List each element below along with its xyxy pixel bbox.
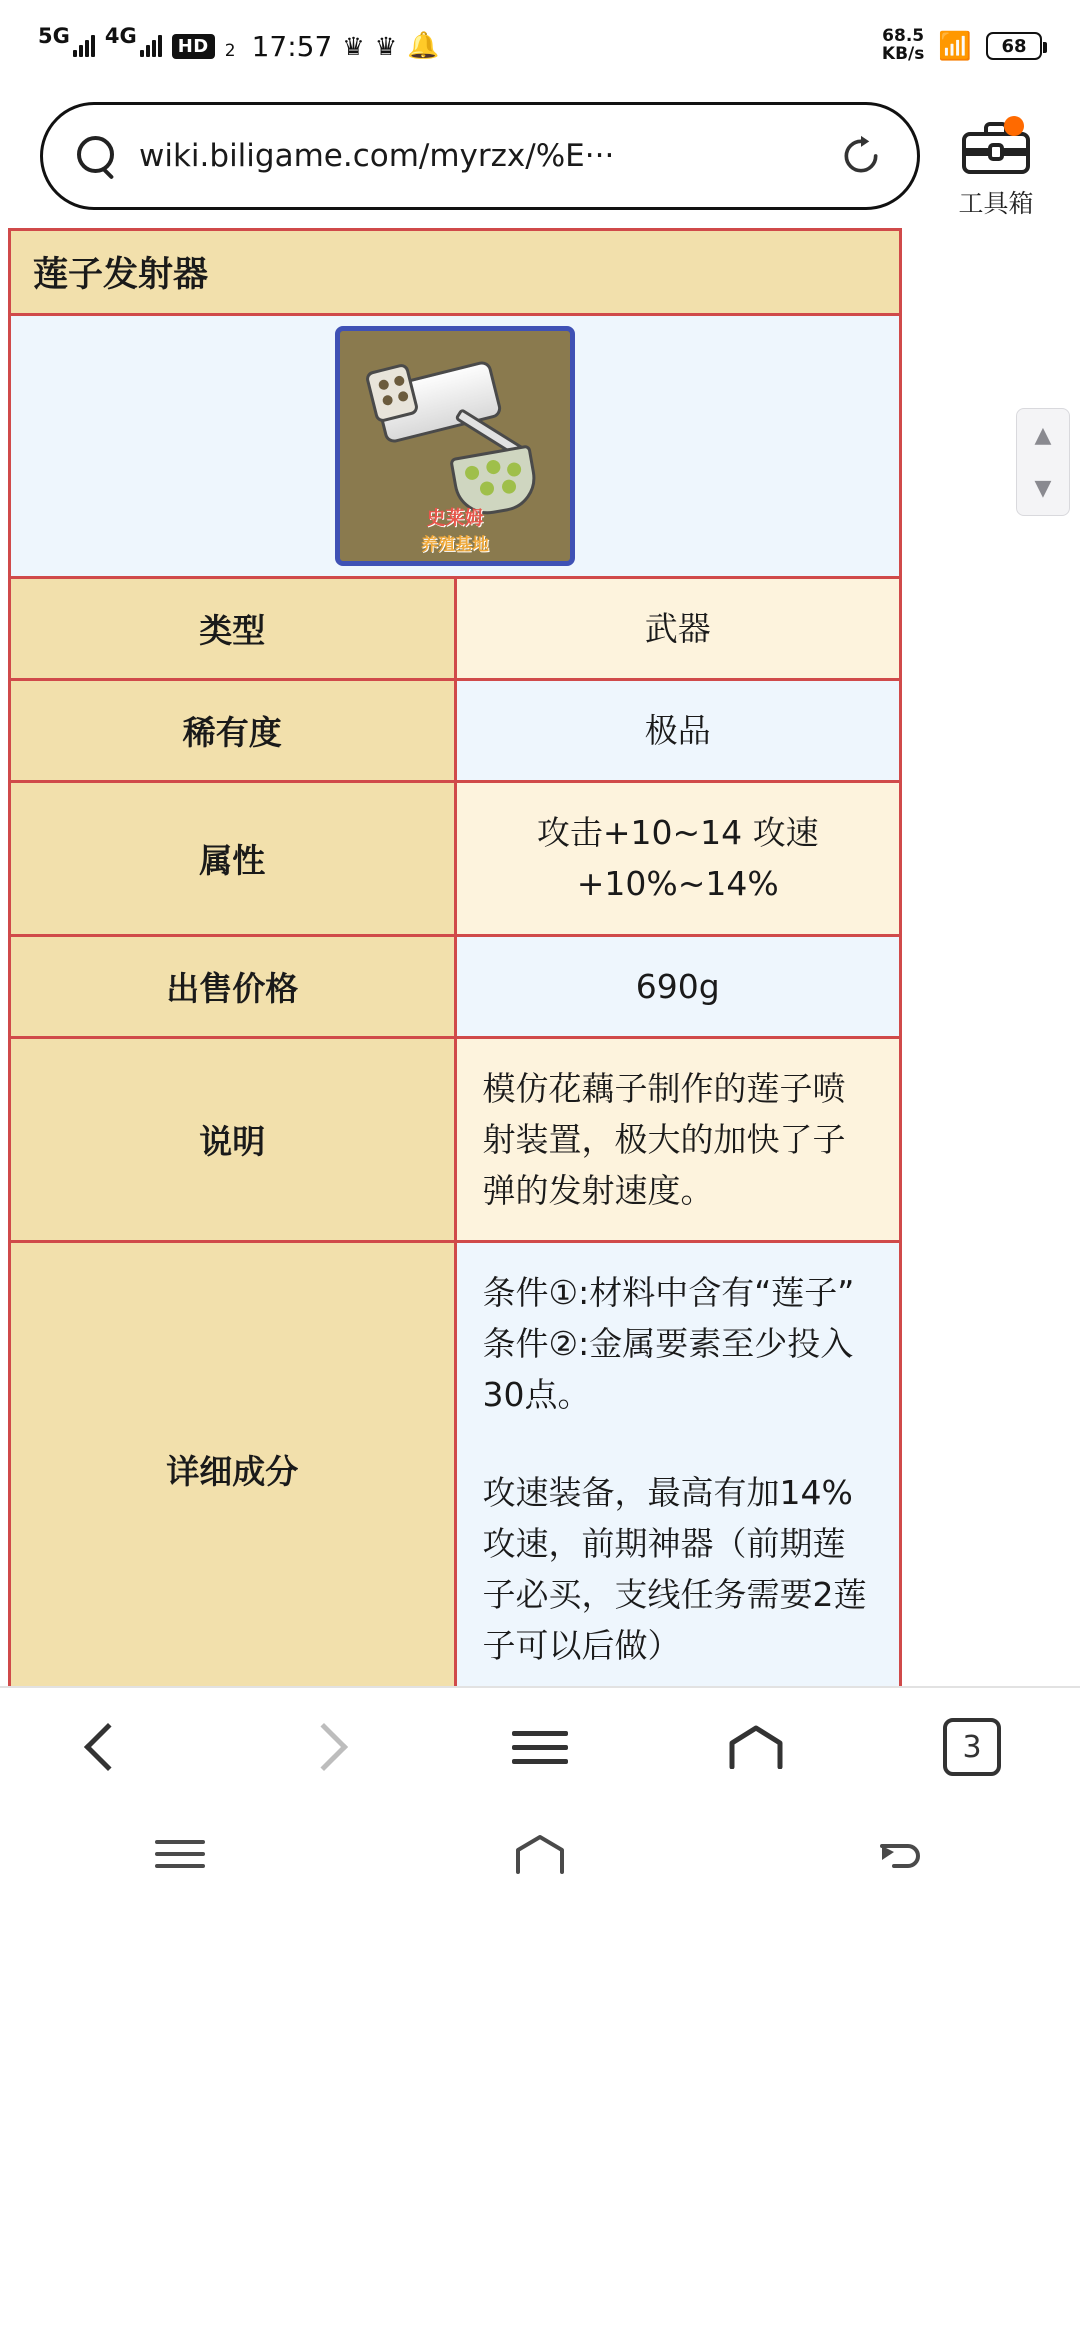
reload-icon[interactable] <box>839 134 883 178</box>
battery-icon <box>986 32 1042 60</box>
recents-icon <box>155 1832 205 1876</box>
signal-4g-label: 4G <box>104 24 137 48</box>
tab-switcher-button[interactable] <box>897 1702 1047 1792</box>
toolbox-icon <box>960 118 1032 176</box>
weapon-muzzle-shape <box>364 362 419 423</box>
table-row <box>10 935 901 1037</box>
row-label-attributes: 属性 <box>10 782 456 935</box>
item-image-cell <box>10 315 901 578</box>
network-speed-value: 68.5 <box>882 26 925 47</box>
image-watermark-main: 史莱姆 <box>426 507 484 529</box>
forward-button[interactable] <box>249 1702 399 1792</box>
signal-5g <box>38 24 95 57</box>
signal-4g <box>104 24 162 57</box>
detail-note: 攻速装备，最高有加14%攻速，前期神器（前期莲子必买，支线任务需要2莲子可以后做） <box>482 1472 867 1665</box>
menu-icon <box>512 1722 568 1773</box>
row-value-attributes: 攻击+10~14 攻速+10%~14% <box>455 782 901 935</box>
crown-icon: ♛ <box>342 31 365 61</box>
table-row <box>10 1037 901 1241</box>
row-value-price: 690g <box>455 935 901 1037</box>
row-label-type: 类型 <box>10 578 456 680</box>
forward-chevron-icon <box>300 1723 348 1771</box>
row-value-details <box>455 1242 901 1697</box>
battery-level: 68 <box>1001 35 1027 57</box>
system-recents-button[interactable] <box>100 1832 260 1876</box>
back-chevron-icon <box>84 1723 132 1771</box>
toolbox-label: 工具箱 <box>958 189 1034 218</box>
toolbox-button[interactable] <box>940 102 1052 220</box>
table-row-image <box>10 315 901 578</box>
row-label-details: 详细成分 <box>10 1242 456 1697</box>
crown-icon-2: ♛ <box>374 31 398 61</box>
table-row <box>10 578 901 680</box>
image-watermark <box>340 503 570 555</box>
web-page-content <box>0 228 1080 1902</box>
status-bar-left <box>38 24 440 63</box>
item-info-table <box>8 228 902 1902</box>
hd-sub-label: 2 <box>224 41 236 61</box>
wifi-icon: 📶 <box>938 30 972 62</box>
table-row-details <box>10 1242 901 1697</box>
detail-condition-2: 条件②:金属要素至少投入30点。 <box>482 1324 854 1415</box>
table-row-title <box>10 230 901 315</box>
row-label-description: 说明 <box>10 1037 456 1241</box>
signal-bars-icon <box>73 35 95 57</box>
table-row <box>10 782 901 935</box>
browser-bottom-nav <box>0 1686 1080 1806</box>
scroll-down-icon[interactable]: ▼ <box>1034 475 1052 501</box>
network-speed-unit: KB/s <box>881 44 925 64</box>
tab-count-badge: 3 <box>943 1718 1001 1776</box>
home-icon <box>514 1834 566 1874</box>
status-bar-right <box>882 28 1042 64</box>
page-scroll-widget[interactable] <box>1016 408 1070 516</box>
home-button[interactable] <box>681 1702 831 1792</box>
detail-condition-1: 条件①:材料中含有“莲子” <box>482 1273 855 1313</box>
row-label-rarity: 稀有度 <box>10 680 456 782</box>
clock: 17:57 <box>251 29 333 63</box>
back-button[interactable] <box>33 1702 183 1792</box>
item-title: 莲子发射器 <box>10 230 901 315</box>
system-home-button[interactable] <box>460 1834 620 1874</box>
system-back-button[interactable] <box>820 1834 980 1874</box>
row-value-type: 武器 <box>455 578 901 680</box>
search-icon <box>77 136 117 176</box>
url-text[interactable]: wiki.biligame.com/myrzx/%E··· <box>139 138 615 174</box>
home-icon <box>727 1725 785 1769</box>
status-bar <box>0 0 1080 92</box>
signal-bars-icon-2 <box>140 35 162 57</box>
image-watermark-sub: 养殖基地 <box>421 535 489 555</box>
scroll-up-icon[interactable]: ▲ <box>1034 422 1052 448</box>
system-navigation-bar <box>0 1806 1080 1902</box>
bell-icon: 🔔 <box>407 31 440 61</box>
browser-toolbar <box>0 92 1080 220</box>
hd-icon: HD <box>172 34 215 59</box>
signal-5g-label: 5G <box>38 24 70 48</box>
address-bar[interactable] <box>40 102 920 210</box>
back-icon <box>874 1834 926 1874</box>
item-image <box>335 326 575 566</box>
row-value-rarity: 极品 <box>455 680 901 782</box>
table-row <box>10 680 901 782</box>
network-speed <box>882 28 924 64</box>
row-label-price: 出售价格 <box>10 935 456 1037</box>
menu-button[interactable] <box>465 1702 615 1792</box>
toolbox-badge-dot <box>1004 116 1024 136</box>
row-value-description: 模仿花藕子制作的莲子喷射装置，极大的加快了子弹的发射速度。 <box>455 1037 901 1241</box>
